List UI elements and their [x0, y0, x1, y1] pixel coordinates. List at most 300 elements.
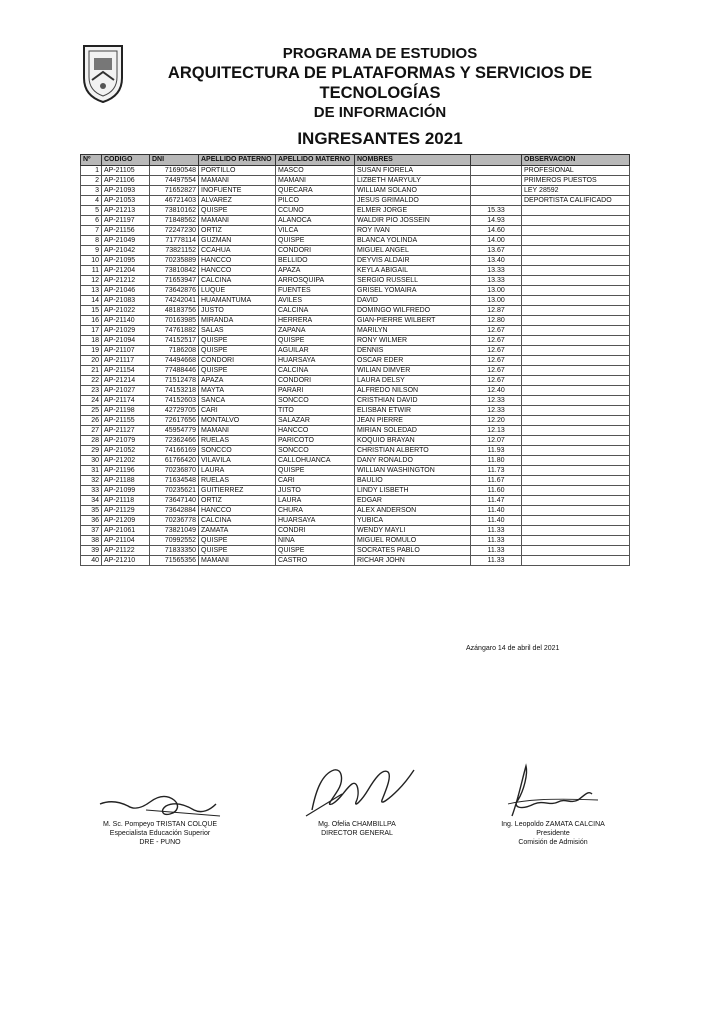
cell-score: 12.87 [471, 306, 522, 316]
cell-observation [522, 436, 630, 446]
cell-code: AP-21196 [102, 466, 150, 476]
cell-number: 22 [81, 376, 102, 386]
cell-code: AP-21204 [102, 266, 150, 276]
cell-dni: 74761882 [150, 326, 199, 336]
table-row [81, 186, 630, 196]
table-row [81, 366, 630, 376]
cell-observation [522, 476, 630, 486]
cell-maternal-surname: CONDORI [276, 376, 355, 386]
cell-dni: 70236870 [150, 466, 199, 476]
cell-score: 13.33 [471, 266, 522, 276]
cell-names: JEAN PIERRE [355, 416, 471, 426]
cell-observation [522, 526, 630, 536]
cell-number: 27 [81, 426, 102, 436]
cell-maternal-surname: CARI [276, 476, 355, 486]
signatory-title-right: Presidente [536, 830, 570, 837]
cell-code: AP-21154 [102, 366, 150, 376]
admissions-table [80, 154, 630, 566]
table-row [81, 386, 630, 396]
cell-paternal-surname: CONDORI [199, 356, 276, 366]
cell-number: 20 [81, 356, 102, 366]
cell-code: AP-21029 [102, 326, 150, 336]
cell-names: OSCAR EDER [355, 356, 471, 366]
cell-paternal-surname: QUISPE [199, 336, 276, 346]
cell-score: 13.00 [471, 286, 522, 296]
cell-names: LIZBETH MARYULY [355, 176, 471, 186]
program-name: ARQUITECTURA DE PLATAFORMAS Y SERVICIOS DE TECNOLOGÍAS [167, 64, 593, 102]
cell-maternal-surname: SONCCO [276, 446, 355, 456]
cell-dni: 74166169 [150, 446, 199, 456]
cell-number: 16 [81, 316, 102, 326]
cell-paternal-surname: QUISPE [199, 536, 276, 546]
cell-dni: 73821049 [150, 526, 199, 536]
cell-observation [522, 506, 630, 516]
cell-score: 11.33 [471, 546, 522, 556]
cell-paternal-surname: JUSTO [199, 306, 276, 316]
table-row [81, 176, 630, 186]
cell-dni: 77488446 [150, 366, 199, 376]
cell-observation [522, 216, 630, 226]
cell-number: 4 [81, 196, 102, 206]
cell-dni: 71634548 [150, 476, 199, 486]
col-header-observation: OBSERVACION [522, 155, 630, 166]
table-row [81, 286, 630, 296]
cell-paternal-surname: RUELAS [199, 436, 276, 446]
cell-code: AP-21188 [102, 476, 150, 486]
table-row [81, 296, 630, 306]
cell-maternal-surname: PILCO [276, 196, 355, 206]
cell-dni: 71565356 [150, 556, 199, 566]
cell-observation [522, 556, 630, 566]
table-row [81, 216, 630, 226]
cell-observation [522, 536, 630, 546]
cell-dni: 46721403 [150, 196, 199, 206]
cell-code: AP-21052 [102, 446, 150, 456]
cell-number: 18 [81, 336, 102, 346]
cell-code: AP-21214 [102, 376, 150, 386]
cell-code: AP-21083 [102, 296, 150, 306]
cell-maternal-surname: HUARSAYA [276, 516, 355, 526]
table-row [81, 506, 630, 516]
cell-dni: 73810842 [150, 266, 199, 276]
cell-observation: LEY 28592 [522, 186, 630, 196]
cell-number: 21 [81, 366, 102, 376]
cell-maternal-surname: QUISPE [276, 236, 355, 246]
cell-paternal-surname: CCAHUA [199, 246, 276, 256]
cell-paternal-surname: RUELAS [199, 476, 276, 486]
document-header [120, 44, 640, 150]
cell-number: 25 [81, 406, 102, 416]
cell-dni: 74152517 [150, 336, 199, 346]
cell-code: AP-21105 [102, 166, 150, 176]
cell-code: AP-21093 [102, 186, 150, 196]
table-row [81, 326, 630, 336]
cell-maternal-surname: MASCO [276, 166, 355, 176]
cell-names: SOCRATES PABLO [355, 546, 471, 556]
cell-names: ELISBAN ETWIR [355, 406, 471, 416]
cell-observation [522, 326, 630, 336]
cell-dni: 45954779 [150, 426, 199, 436]
cell-maternal-surname: QUISPE [276, 466, 355, 476]
cell-dni: 73647140 [150, 496, 199, 506]
cell-score: 12.13 [471, 426, 522, 436]
col-header-code: CODIGO [102, 155, 150, 166]
cell-paternal-surname: GUZMAN [199, 236, 276, 246]
table-row [81, 306, 630, 316]
cell-paternal-surname: MAMANI [199, 426, 276, 436]
cell-dni: 42729705 [150, 406, 199, 416]
cell-paternal-surname: CARI [199, 406, 276, 416]
cell-number: 40 [81, 556, 102, 566]
table-row [81, 536, 630, 546]
cell-dni: 73810162 [150, 206, 199, 216]
cell-number: 19 [81, 346, 102, 356]
cell-dni: 71833350 [150, 546, 199, 556]
cell-score: 12.67 [471, 376, 522, 386]
cell-maternal-surname: SONCCO [276, 396, 355, 406]
cell-paternal-surname: APAZA [199, 376, 276, 386]
cell-paternal-surname: ALVAREZ [199, 196, 276, 206]
table-row [81, 166, 630, 176]
cell-score: 12.20 [471, 416, 522, 426]
cell-paternal-surname: LAURA [199, 466, 276, 476]
cell-observation [522, 226, 630, 236]
signatory-org-right: Comisión de Admisión [518, 839, 588, 846]
cell-code: AP-21118 [102, 496, 150, 506]
cell-paternal-surname: SALAS [199, 326, 276, 336]
cell-dni: 71652827 [150, 186, 199, 196]
cell-score: 11.47 [471, 496, 522, 506]
cell-score: 13.67 [471, 246, 522, 256]
cell-number: 12 [81, 276, 102, 286]
cell-code: AP-21046 [102, 286, 150, 296]
cell-paternal-surname: ZAMATA [199, 526, 276, 536]
cell-number: 26 [81, 416, 102, 426]
cell-names: RICHAR JOHN [355, 556, 471, 566]
cell-dni: 73821152 [150, 246, 199, 256]
cell-code: AP-21094 [102, 336, 150, 346]
cell-code: AP-21140 [102, 316, 150, 326]
cell-score [471, 176, 522, 186]
cell-score: 14.60 [471, 226, 522, 236]
cell-dni: 48183756 [150, 306, 199, 316]
col-header-paternal-surname: APELLIDO PATERNO [199, 155, 276, 166]
cell-number: 37 [81, 526, 102, 536]
cell-names: MIGUEL ANGEL [355, 246, 471, 256]
cell-observation [522, 486, 630, 496]
program-heading: PROGRAMA DE ESTUDIOS [282, 45, 478, 62]
table-row [81, 356, 630, 366]
cell-score: 11.40 [471, 516, 522, 526]
cell-number: 24 [81, 396, 102, 406]
cell-paternal-surname: MAMANI [199, 176, 276, 186]
cell-score: 12.07 [471, 436, 522, 446]
cell-paternal-surname: MIRANDA [199, 316, 276, 326]
cell-names: DOMINGO WILFREDO [355, 306, 471, 316]
table-row [81, 556, 630, 566]
cell-score: 12.67 [471, 326, 522, 336]
cell-names: WILIAN DIMVER [355, 366, 471, 376]
col-header-dni: DNI [150, 155, 199, 166]
program-name-cont: DE INFORMACIÓN [313, 104, 447, 121]
cell-maternal-surname: NINA [276, 536, 355, 546]
table-row [81, 456, 630, 466]
cell-paternal-surname: MAMANI [199, 556, 276, 566]
cell-paternal-surname: ORTIZ [199, 496, 276, 506]
table-row [81, 246, 630, 256]
cell-maternal-surname: AGUILAR [276, 346, 355, 356]
cell-score: 11.40 [471, 506, 522, 516]
cell-dni: 71512478 [150, 376, 199, 386]
cell-dni: 71778114 [150, 236, 199, 246]
cell-number: 29 [81, 446, 102, 456]
cell-score: 15.33 [471, 206, 522, 216]
cell-dni: 72362466 [150, 436, 199, 446]
cell-maternal-surname: JUSTO [276, 486, 355, 496]
cell-maternal-surname: CALCINA [276, 366, 355, 376]
table-row [81, 416, 630, 426]
cell-number: 33 [81, 486, 102, 496]
cell-code: AP-21155 [102, 416, 150, 426]
table-row [81, 446, 630, 456]
cell-paternal-surname: HANCCO [199, 266, 276, 276]
table-row [81, 336, 630, 346]
cell-dni: 74494668 [150, 356, 199, 366]
cell-observation [522, 206, 630, 216]
cell-names: WILLIAN WASHINGTON [355, 466, 471, 476]
cell-maternal-surname: TITO [276, 406, 355, 416]
cell-code: AP-21022 [102, 306, 150, 316]
cell-number: 31 [81, 466, 102, 476]
cell-score: 13.40 [471, 256, 522, 266]
table-row [81, 276, 630, 286]
cell-observation: PRIMEROS PUESTOS [522, 176, 630, 186]
cell-names: WILLIAM SOLANO [355, 186, 471, 196]
cell-observation [522, 546, 630, 556]
cell-code: AP-21198 [102, 406, 150, 416]
cell-observation [522, 336, 630, 346]
cell-names: YUBICA [355, 516, 471, 526]
table-row [81, 516, 630, 526]
cell-dni: 71653947 [150, 276, 199, 286]
cell-number: 10 [81, 256, 102, 266]
table-row [81, 486, 630, 496]
cell-maternal-surname: ARROSQUIPA [276, 276, 355, 286]
table-row [81, 426, 630, 436]
cell-score: 12.67 [471, 356, 522, 366]
col-header-maternal-surname: APELLIDO MATERNO [276, 155, 355, 166]
cell-maternal-surname: PARICOTO [276, 436, 355, 446]
cell-observation [522, 256, 630, 266]
cell-score: 12.33 [471, 396, 522, 406]
cell-names: DENNIS [355, 346, 471, 356]
cell-observation [522, 246, 630, 256]
cell-dni: 61766420 [150, 456, 199, 466]
cell-maternal-surname: CASTRO [276, 556, 355, 566]
cell-code: AP-21106 [102, 176, 150, 186]
cell-observation [522, 396, 630, 406]
table-row [81, 266, 630, 276]
cell-score: 14.00 [471, 236, 522, 246]
cell-number: 30 [81, 456, 102, 466]
handwritten-signature-right [478, 760, 628, 820]
cell-dni: 74497554 [150, 176, 199, 186]
table-row [81, 406, 630, 416]
cell-names: ALEX ANDERSON [355, 506, 471, 516]
cell-code: AP-21212 [102, 276, 150, 286]
cell-observation [522, 236, 630, 246]
cell-names: KOQUIO BRAYAN [355, 436, 471, 446]
cell-observation [522, 346, 630, 356]
table-row [81, 256, 630, 266]
cell-dni: 72617656 [150, 416, 199, 426]
cell-names: BAULIO [355, 476, 471, 486]
col-header-names: NOMBRES [355, 155, 471, 166]
cell-number: 15 [81, 306, 102, 316]
cell-paternal-surname: HANCCO [199, 506, 276, 516]
cell-number: 8 [81, 236, 102, 246]
cell-code: AP-21174 [102, 396, 150, 406]
cell-number: 3 [81, 186, 102, 196]
cell-maternal-surname: LAURA [276, 496, 355, 506]
table-row [81, 496, 630, 506]
cell-paternal-surname: HUAMANTUMA [199, 296, 276, 306]
document-title: INGRESANTES 2021 [297, 129, 463, 148]
cell-observation: PROFESIONAL [522, 166, 630, 176]
cell-paternal-surname: ORTIZ [199, 226, 276, 236]
cell-code: AP-21209 [102, 516, 150, 526]
cell-maternal-surname: CCUNO [276, 206, 355, 216]
cell-code: AP-21156 [102, 226, 150, 236]
table-row [81, 346, 630, 356]
cell-observation [522, 356, 630, 366]
cell-dni: 70235889 [150, 256, 199, 266]
cell-code: AP-21099 [102, 486, 150, 496]
cell-paternal-surname: MAYTA [199, 386, 276, 396]
signatory-title-center: DIRECTOR GENERAL [321, 830, 393, 837]
cell-names: SERGIO RUSSELL [355, 276, 471, 286]
cell-dni: 73642884 [150, 506, 199, 516]
cell-maternal-surname: QUISPE [276, 336, 355, 346]
cell-paternal-surname: GUITIERREZ [199, 486, 276, 496]
cell-observation [522, 266, 630, 276]
cell-paternal-surname: INOFUENTE [199, 186, 276, 196]
cell-maternal-surname: CONDORI [276, 246, 355, 256]
cell-code: AP-21079 [102, 436, 150, 446]
cell-names: ELMER JORGE [355, 206, 471, 216]
cell-dni: 74242041 [150, 296, 199, 306]
cell-names: SUSAN FIORELA [355, 166, 471, 176]
cell-names: MARILYN [355, 326, 471, 336]
cell-dni: 74153218 [150, 386, 199, 396]
cell-score: 12.67 [471, 346, 522, 356]
cell-number: 23 [81, 386, 102, 396]
cell-paternal-surname: PORTILLO [199, 166, 276, 176]
cell-maternal-surname: ALANOCA [276, 216, 355, 226]
cell-maternal-surname: QUISPE [276, 546, 355, 556]
signatory-name-right: Ing. Leopoldo ZAMATA CALCINA [501, 821, 605, 828]
cell-observation [522, 496, 630, 506]
cell-observation [522, 406, 630, 416]
cell-score: 11.60 [471, 486, 522, 496]
cell-observation [522, 446, 630, 456]
cell-number: 34 [81, 496, 102, 506]
cell-names: MIGUEL ROMULO [355, 536, 471, 546]
cell-observation [522, 426, 630, 436]
cell-maternal-surname: CONDRI [276, 526, 355, 536]
table-row [81, 226, 630, 236]
cell-names: DANY RONALDO [355, 456, 471, 466]
table-row [81, 546, 630, 556]
cell-score: 11.33 [471, 556, 522, 566]
cell-names: CHRISTIAN ALBERTO [355, 446, 471, 456]
cell-paternal-surname: MAMANI [199, 216, 276, 226]
signature-block-right [478, 760, 628, 847]
cell-code: AP-21042 [102, 246, 150, 256]
signatory-title-left: Especialista Educación Superior [109, 830, 211, 837]
table-row [81, 466, 630, 476]
cell-paternal-surname: SANCA [199, 396, 276, 406]
cell-maternal-surname: QUECARA [276, 186, 355, 196]
cell-paternal-surname: MONTALVO [199, 416, 276, 426]
cell-paternal-surname: LUQUE [199, 286, 276, 296]
cell-score: 12.67 [471, 336, 522, 346]
table-row [81, 196, 630, 206]
cell-observation [522, 276, 630, 286]
cell-dni: 72247230 [150, 226, 199, 236]
cell-number: 14 [81, 296, 102, 306]
table-header-row [81, 155, 630, 166]
cell-number: 9 [81, 246, 102, 256]
cell-names: WENDY MAYLI [355, 526, 471, 536]
cell-observation [522, 366, 630, 376]
cell-observation [522, 416, 630, 426]
cell-code: AP-21127 [102, 426, 150, 436]
signatory-name-left: M. Sc. Pompeyo TRISTAN COLQUE [102, 821, 218, 828]
cell-maternal-surname: PARARI [276, 386, 355, 396]
cell-number: 36 [81, 516, 102, 526]
cell-names: RONY WILMER [355, 336, 471, 346]
cell-paternal-surname: SONCCO [199, 446, 276, 456]
table-row [81, 396, 630, 406]
cell-code: AP-21061 [102, 526, 150, 536]
cell-code: AP-21107 [102, 346, 150, 356]
cell-dni: 70235621 [150, 486, 199, 496]
cell-number: 2 [81, 176, 102, 186]
cell-number: 7 [81, 226, 102, 236]
cell-score: 11.33 [471, 526, 522, 536]
cell-number: 32 [81, 476, 102, 486]
cell-dni: 71690548 [150, 166, 199, 176]
cell-number: 17 [81, 326, 102, 336]
cell-code: AP-21053 [102, 196, 150, 206]
cell-observation [522, 296, 630, 306]
cell-code: AP-21027 [102, 386, 150, 396]
cell-names: BLANCA YOLINDA [355, 236, 471, 246]
cell-observation: DEPORTISTA CALIFICADO [522, 196, 630, 206]
cell-score [471, 166, 522, 176]
cell-number: 35 [81, 506, 102, 516]
cell-score: 14.93 [471, 216, 522, 226]
cell-number: 1 [81, 166, 102, 176]
cell-code: AP-21095 [102, 256, 150, 266]
cell-maternal-surname: CALLOHUANCA [276, 456, 355, 466]
cell-score: 12.67 [471, 366, 522, 376]
col-header-number: Nº [81, 155, 102, 166]
cell-score: 12.40 [471, 386, 522, 396]
cell-names: KEYLA ABIGAIL [355, 266, 471, 276]
cell-paternal-surname: CALCINA [199, 276, 276, 286]
